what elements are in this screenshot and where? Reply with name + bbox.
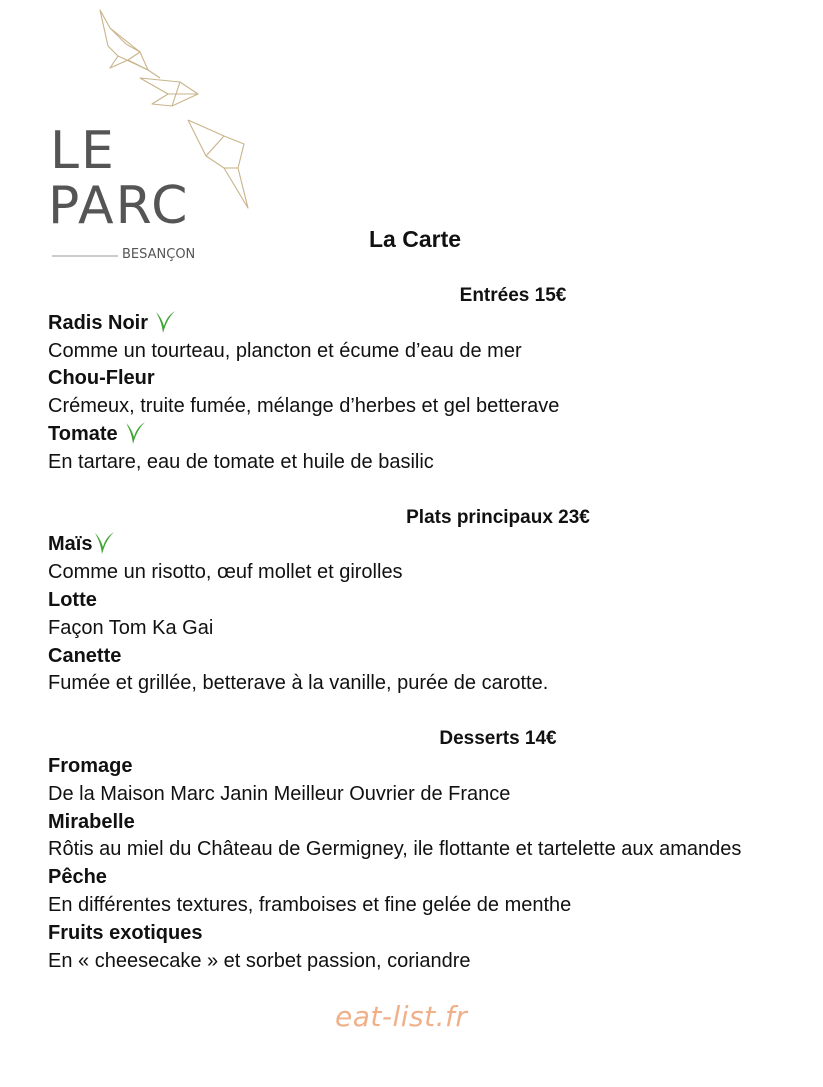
dish-name: Lotte [48, 588, 97, 611]
logo-city: BESANÇON [122, 247, 196, 262]
dish-name: Fromage [48, 754, 133, 777]
vegetarian-leaf-icon [154, 309, 176, 335]
dish-name: Maïs [48, 531, 788, 559]
dish-description: Comme un risotto, œuf mollet et girolles [48, 561, 403, 584]
origami-bird-icon [48, 8, 258, 264]
dish-name: Tomate [48, 421, 788, 449]
dish-description: Rôtis au miel du Château de Germigney, ile flottante et tartelette aux amandes [48, 838, 742, 861]
section-title-desserts: Desserts 14€ [439, 728, 557, 750]
watermark-text: eat-list.fr [335, 1000, 468, 1033]
dish-name: Radis Noir [48, 310, 788, 338]
dish-description: Fumée et grillée, betterave à la vanille, purée de carotte. [48, 672, 549, 695]
dish-name: Fruits exotiques [48, 921, 203, 944]
dish-description: En différentes textures, framboises et fine gelée de menthe [48, 893, 572, 916]
vegetarian-leaf-icon [124, 420, 146, 446]
section-title-plats: Plats principaux 23€ [406, 506, 590, 528]
page-title: La Carte [369, 226, 462, 252]
section-title-entrees: Entrées 15€ [459, 285, 567, 306]
vegetarian-leaf-icon [93, 530, 115, 556]
dish-description: Façon Tom Ka Gai [48, 616, 214, 639]
dish-name: Pêche [48, 866, 107, 889]
dish-name: Chou-Fleur [48, 367, 155, 390]
dish-description: Crémeux, truite fumée, mélange d’herbes et gel betterave [48, 395, 560, 418]
logo-word-parc: PARC [48, 176, 190, 236]
logo-word-le: LE [50, 121, 116, 181]
dish-description: En « cheesecake » et sorbet passion, coriandre [48, 949, 471, 972]
restaurant-logo [48, 8, 258, 264]
dish-description: De la Maison Marc Janin Meilleur Ouvrier de France [48, 782, 511, 805]
dish-description: En tartare, eau de tomate et huile de basilic [48, 450, 434, 473]
dish-name: Mirabelle [48, 810, 135, 833]
dish-description: Comme un tourteau, plancton et écume d’eau de mer [48, 339, 522, 362]
menu-body [48, 282, 788, 975]
dish-name: Canette [48, 644, 122, 667]
